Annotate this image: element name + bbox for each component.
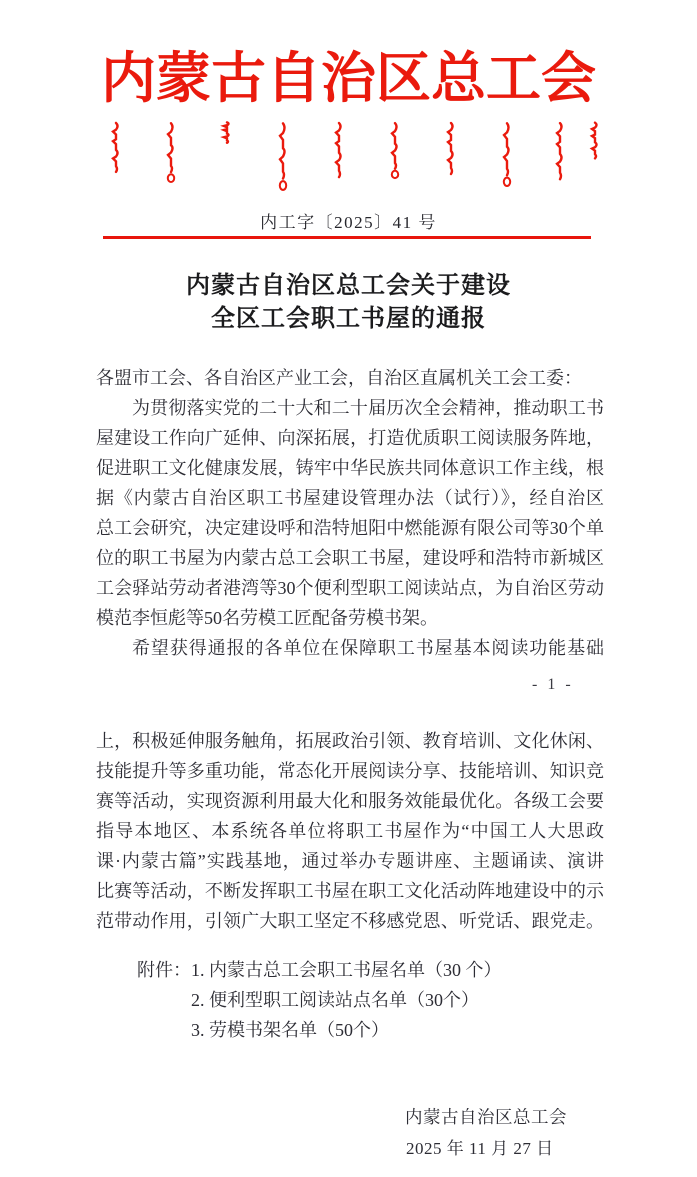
body-text-page2	[96, 726, 604, 936]
attachments-list	[191, 955, 502, 1045]
document-title	[0, 270, 697, 336]
body-text-page1	[96, 363, 604, 663]
body-line: 工会驿站劳动者港湾等30个便利型职工阅读站点，为自治区劳动	[96, 578, 604, 598]
body-line: 模范李恒彪等50名劳模工匠配备劳模书架。	[96, 608, 438, 628]
attachment-item: 2. 便利型职工阅读站点名单（30个）	[191, 990, 479, 1010]
attachments-block	[137, 955, 502, 1045]
red-separator-line	[103, 236, 591, 239]
title-line-1: 内蒙古自治区总工会关于建设	[186, 273, 511, 299]
attachment-item: 1. 内蒙古总工会职工书屋名单（30 个）	[191, 960, 502, 980]
title-line-2: 全区工会职工书屋的通报	[211, 306, 486, 332]
body-line: 技能提升等多重功能，常态化开展阅读分享、技能培训、知识竞	[96, 761, 604, 781]
body-line: 课·内蒙古篇”实践基地，通过举办专题讲座、主题诵读、演讲	[96, 851, 604, 871]
body-line: 各盟市工会、各自治区产业工会，自治区直属机关工会工委：	[96, 368, 582, 388]
page-number: - 1 -	[532, 676, 574, 693]
body-line: 比赛等活动，不断发挥职工书屋在职工文化活动阵地建设中的示	[96, 881, 604, 901]
body-line: 赛等活动，实现资源利用最大化和服务效能最优化。各级工会要	[96, 791, 604, 811]
attachment-item: 3. 劳模书架名单（50个）	[191, 1020, 389, 1040]
signature-date: 2025 年 11 月 27 日	[406, 1139, 554, 1158]
signature-org: 内蒙古自治区总工会	[405, 1107, 567, 1127]
body-line: 据《内蒙古自治区职工书屋建设管理办法（试行）》，经自治区	[96, 488, 604, 508]
doc-number: 内工字〔2025〕41 号	[260, 213, 437, 232]
body-line: 范带动作用，引领广大职工坚定不移感党恩、听党话、跟党走。	[96, 911, 604, 931]
body-line: 为贯彻落实党的二十大和二十届历次全会精神，推动职工书	[132, 398, 604, 418]
mongolian-script	[0, 120, 697, 196]
body-line: 上，积极延伸服务触角，拓展政治引领、教育培训、文化休闲、	[96, 731, 604, 751]
body-line: 希望获得通报的各单位在保障职工书屋基本阅读功能基础	[132, 638, 604, 658]
body-line: 位的职工书屋为内蒙古总工会职工书屋，建设呼和浩特市新城区	[96, 548, 604, 568]
org-name-header: 内蒙古自治区总工会	[100, 48, 596, 109]
body-line: 促进职工文化健康发展，铸牢中华民族共同体意识工作主线，根	[96, 458, 604, 478]
attachments-label: 附件：	[137, 960, 191, 980]
body-line: 指导本地区、本系统各单位将职工书屋作为“中国工人大思政	[96, 821, 604, 841]
body-line: 屋建设工作向广延伸、向深拓展，打造优质职工阅读服务阵地，	[96, 428, 604, 448]
body-line: 总工会研究，决定建设呼和浩特旭阳中燃能源有限公司等30个单	[96, 518, 604, 538]
